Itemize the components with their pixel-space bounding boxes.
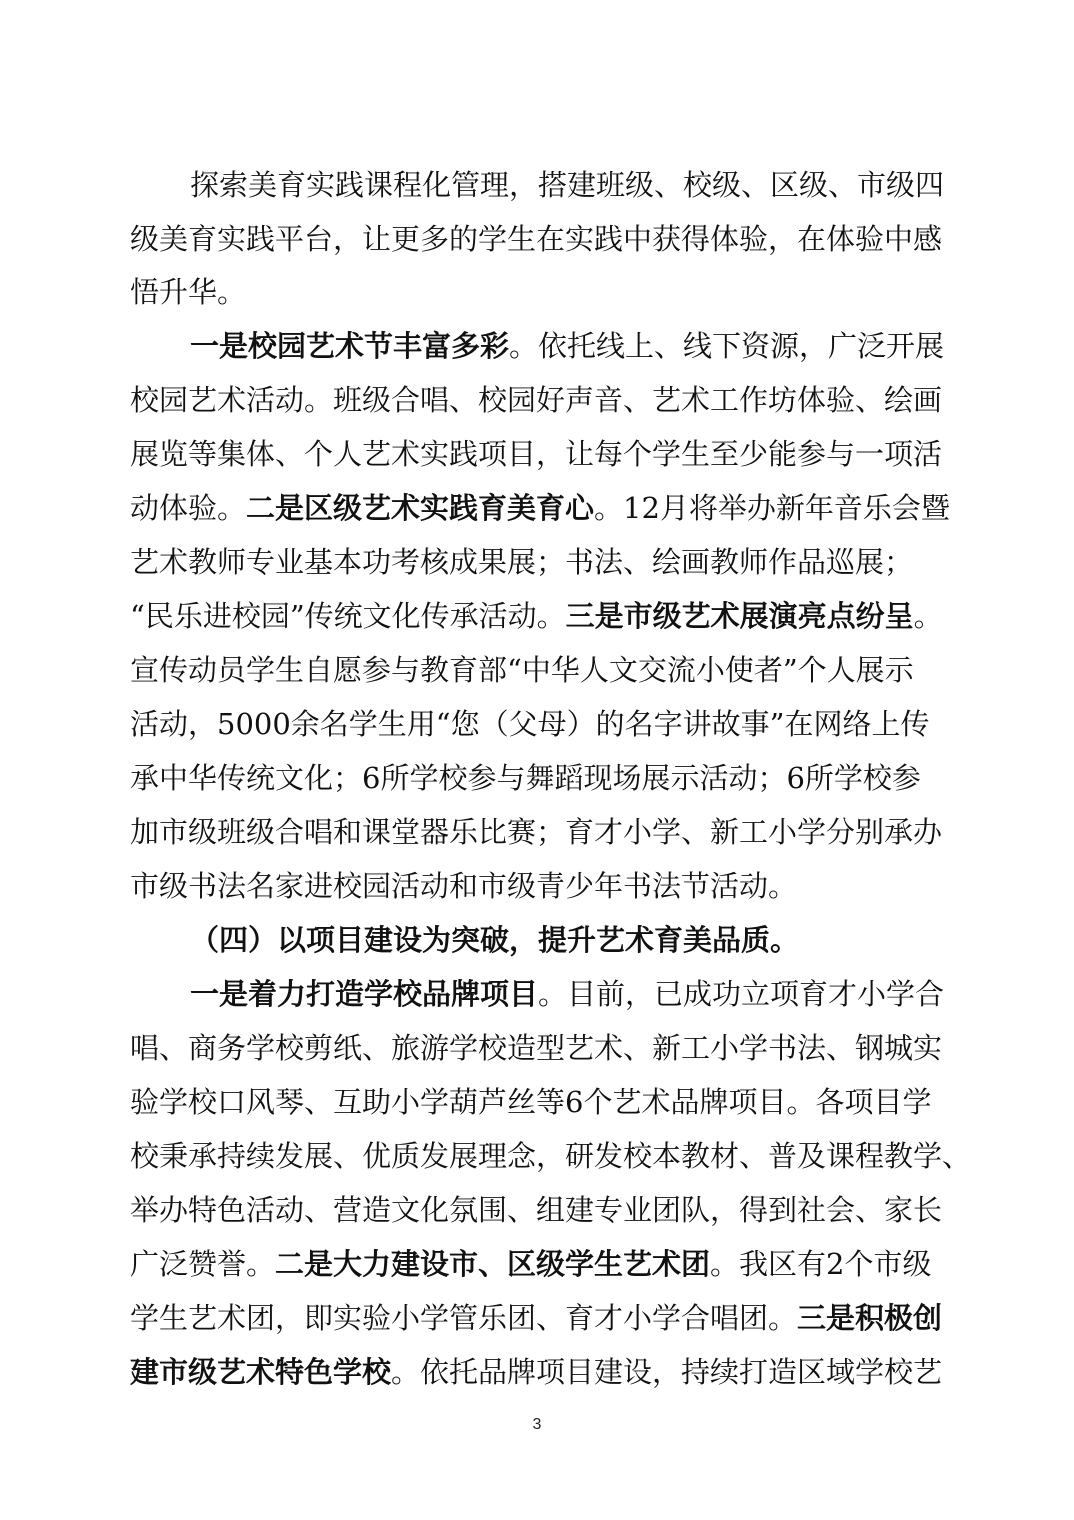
text-segment: 宣传动员学生自愿参与教育部“中华人文交流小使者”个人展示 <box>130 653 914 687</box>
text-line <box>130 1298 942 1338</box>
text-line <box>130 434 942 474</box>
text-line <box>130 596 943 636</box>
bold-heading-segment: 一是校园艺术节丰富多彩 <box>190 329 510 363</box>
text-line <box>190 974 944 1014</box>
text-segment: 活动，5000余名学生用“您（父母）的名字讲故事”在网络上传 <box>130 707 930 741</box>
text-line <box>130 758 921 798</box>
text-line <box>130 1190 942 1230</box>
text-segment: 。目前，已成功立项育才小学合 <box>538 977 945 1011</box>
text-line <box>130 1082 931 1122</box>
text-line <box>190 326 944 366</box>
text-segment: 探索美育实践课程化管理，搭建班级、校级、区级、市级四 <box>190 168 945 202</box>
text-line <box>130 380 942 420</box>
text-line <box>190 165 944 205</box>
text-line <box>130 1028 942 1068</box>
text-segment: 校秉承持续发展、优质发展理念，研发校本教材、普及课程教学、 <box>130 1139 972 1173</box>
text-line <box>130 542 913 582</box>
text-segment: 级美育实践平台，让更多的学生在实践中获得体验，在体验中感 <box>130 222 943 256</box>
text-line <box>130 650 914 690</box>
text-line <box>130 866 797 906</box>
text-segment: 动体验。 <box>130 491 247 525</box>
bold-heading-segment: 建市级艺术特色学校 <box>130 1355 392 1389</box>
text-segment: 校园艺术活动。班级合唱、校园好声音、艺术工作坊体验、绘画 <box>130 383 943 417</box>
text-line <box>130 488 950 528</box>
bold-heading-segment: 三是市级艺术展演亮点纷呈 <box>565 599 914 633</box>
text-segment: 。 <box>913 599 943 633</box>
bold-heading-segment: 二是区级艺术实践育美育心 <box>246 491 595 525</box>
text-segment: 。依托品牌项目建设，持续打造区域学校艺 <box>391 1355 943 1389</box>
text-segment: 市级书法名家进校园活动和市级青少年书法节活动。 <box>130 869 798 903</box>
text-segment: 承中华传统文化；6所学校参与舞蹈现场展示活动；6所学校参 <box>130 761 921 795</box>
text-line <box>130 1352 942 1392</box>
text-segment: “民乐进校园”传统文化传承活动。 <box>130 599 566 633</box>
text-segment: 悟升华。 <box>130 275 247 309</box>
text-line <box>130 219 942 259</box>
text-segment: 学生艺术团，即实验小学管乐团、育才小学合唱团。 <box>130 1301 798 1335</box>
text-line <box>130 1136 971 1176</box>
text-segment: 展览等集体、个人艺术实践项目，让每个学生至少能参与一项活 <box>130 437 943 471</box>
text-segment: 艺术教师专业基本功考核成果展；书法、绘画教师作品巡展； <box>130 545 914 579</box>
bold-heading-segment: 一是着力打造学校品牌项目 <box>190 977 539 1011</box>
text-segment: 。我区有2个市级 <box>710 1247 932 1281</box>
text-line <box>130 812 942 852</box>
text-line <box>130 1244 931 1284</box>
page-number: 3 <box>532 1416 542 1433</box>
text-segment: 。依托线上、线下资源，广泛开展 <box>509 329 945 363</box>
text-segment: 举办特色活动、营造文化氛围、组建专业团队，得到社会、家长 <box>130 1193 943 1227</box>
text-line <box>130 704 929 744</box>
text-segment: 验学校口风琴、互助小学葫芦丝等6个艺术品牌项目。各项目学 <box>130 1085 932 1119</box>
section-heading <box>190 920 799 960</box>
bold-heading-segment: 三是积极创 <box>797 1301 943 1335</box>
text-segment: 广泛赞誉。 <box>130 1247 276 1281</box>
text-line <box>130 272 246 312</box>
text-segment: 。12月将举办新年音乐会暨 <box>594 491 950 525</box>
text-segment: 唱、商务学校剪纸、旅游学校造型艺术、新工小学书法、钢城实 <box>130 1031 943 1065</box>
bold-heading-segment: （四）以项目建设为突破，提升艺术育美品质。 <box>190 923 800 957</box>
text-segment: 加市级班级合唱和课堂器乐比赛；育才小学、新工小学分别承办 <box>130 815 943 849</box>
bold-heading-segment: 二是大力建设市、区级学生艺术团 <box>275 1247 711 1281</box>
